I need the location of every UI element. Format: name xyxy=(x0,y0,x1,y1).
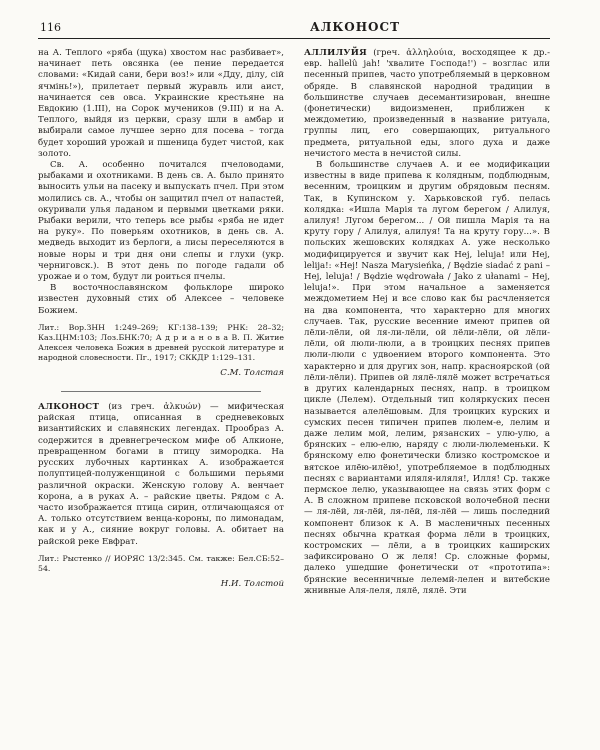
paragraph: В восточнославянском фольклоре широко известен духовный стих об Алексее – человеке Божием. xyxy=(38,283,284,316)
page xyxy=(38,20,550,732)
page-header xyxy=(38,20,550,39)
paragraph: Св. А. особенно почитался пчеловодами, рыбаками и охотниками. В день св. А. было принято выносить ульи на пасеку и выпускать пчел. При этом молились св. А., чтобы он защитил пчел от напастей, окуривали улья ладаном и первыми цветками ряки. Рыбаки верили, что теперь все рыбы «ряба не идет на руку». По поверьям охотников, в день св. А. медведь выходит из берлоги, а лисы переселяются в новые норы и три дня они слепы и глухи (укр. черниговск.). В этот день по погоде гадали об урожае и о том, будут ли роиться пчелы. xyxy=(38,160,284,283)
left-column xyxy=(38,48,284,590)
entry-headword: АЛЛИЛУЙЯ xyxy=(304,48,367,58)
entry-headword: АЛКОНОСТ xyxy=(38,402,100,413)
page-number: 116 xyxy=(40,21,61,34)
literature-list: Лит.: Рыстенко // ИОРЯС 13/2:345. См. также: Бел.СБ:52–54. xyxy=(38,553,284,573)
author-signature: С.М. Толстая xyxy=(220,367,284,378)
entry-text: (из греч. ἀλκυών) — мифическая райская птица, описанная в средневековых византийских и славянских легендах. Прообраз А. содержится в древнегреческом мифе об Алкионе, превращенном богами в птицу зимородка. На русских лубочных картинках А. изображается полуптицей-полуженщиной с большими перьями различной окраски. Женскую голову А. венчает корона, а в руках А. – райские цветы. Рядом с А. часто изображается птица сирин, отличающаяся от А. только отсутствием венца-короны, по лимонадам, как и у А., сияние вокруг головы. А. обитает на райской реке Евфрат. xyxy=(38,402,284,547)
entry-alkonost xyxy=(38,402,284,548)
literature-list: Лит.: Вор.ЗНН 1:249–269; КГ:138–139; РНК: 28–32; Каз.ЦНМ:103; Лоз.БНК:70; А д р и а н о в а В. П. Житие Алексея человека Божия в древней русской литературе и народной словесности. Пг., 1917; СККДР 1:129–131. xyxy=(38,322,284,362)
right-column xyxy=(304,48,550,597)
paragraph: В большинстве случаев А. и ее модификации известны в виде припева к колядным, подблюдным, весенним, троицким и другим обрядовым песням. Так, в Купинском у. Харьковской губ. пелась колядка: «Ишла Марія та лугом берегом / Алилуя, алилуя! Лугом берегом... / Ой пишла Марія та на круту гору / Алилуя, алилуя! Та на круту гору...». В польских жешовских колядках А. уже несколько модифицируется и звучит как Hej, leluja! или Hej, lelija!: «Hej! Nasza Marysieńka, / Będzie siadać z pani – Hej, leluja! / Będzie wędrowała / Jako z ułanami – Hej, leluja!». При этом начальное а заменяется междометием Hej и все слово как бы расчленяется на два компонента, что характерно для многих случаев. Так, русские весенние имеют припев ой лёли-лёли, ой ля-ли-лёли, ой лёли-лёли, ой лёли-лёли, ой люли-люли, а в троицких песнях припев люли-люли с удвоением второго компонента. Это характерно и для других зон, напр. красноярской (ой лёли-лёли). Припев ой лялё-лялё может встречаться в других календарных песнях, напр. в троицком цикле (Лелем). Отдельный тип коляркуских песен называется алелёшовым. Для троицких курских и сумских песен типичен припев люлем-е, лелим и даже лелим мой, лелим, рязанских – улю-улю, а брянских – елю-елю, наряду с люли-люлеменьки. К брянскому елю фонетически близко костромское и вятское илёю-илёю!, употребляемое в подблюдных песнях с вариантами иляля-иляля!, Илля! Ср. также пермское лелю, указывающее на связь этих форм с А. В сложном припеве псковской волочебной песни — ля-лёй, ля-лёй, ля-лёй, ля-лёй — лишь последний компонент близок к А. В масленичных песенных песнях обычна краткая форма лёли в троицких, костромских — лёли, а в троицких каширских зафиксировано О ж леля! Ср. сложные формы, далеко ушедшие фонетически от «прототипа»: брянские весенничные лелемй-лелен и витебские жнивные Аля-леля, лялё, лялё. Эти xyxy=(304,160,550,596)
author-signature: Н.И. Толстой xyxy=(220,578,284,589)
entry-alliluya xyxy=(304,48,550,160)
running-head: АЛКОНОСТ xyxy=(309,20,400,34)
entry-text: (греч. ἀλληλούια, восходящее к др.-евр. hallelû jah! 'хвалите Господа!') – возглас или песенный припев, часто употребляемый в церковном обряде. В славянской народной традиции в большинстве случаев десемантизирован, внешне (фонетически) видоизменен, приближен к междометию, произведенный в название ритуала, группы лиц, его совершающих, ритуального предмета, ритуальной еды, злого духа и даже нечистого места в нечистой силы. xyxy=(304,48,550,159)
entry-separator xyxy=(61,391,261,392)
paragraph: на А. Теплого «ряба (щука) хвостом нас разбивает», начинает петь овсянка (ее пение передается словами: «Кидай сани, бери воз!» или «Дду, ділу, сій ячмінь!»), прилетает первый журавль или аист, начинается сев овса. Украинские крестьяне на Евдокию (1.III), на Сорок мучеников (9.III) и на А. Теплого, выйдя из церкви, сразу шли в амбар и выбирали самое лучшее зерно для посева – тогда будет хороший урожай и пшеница будет чистой, как золото. xyxy=(38,48,284,159)
